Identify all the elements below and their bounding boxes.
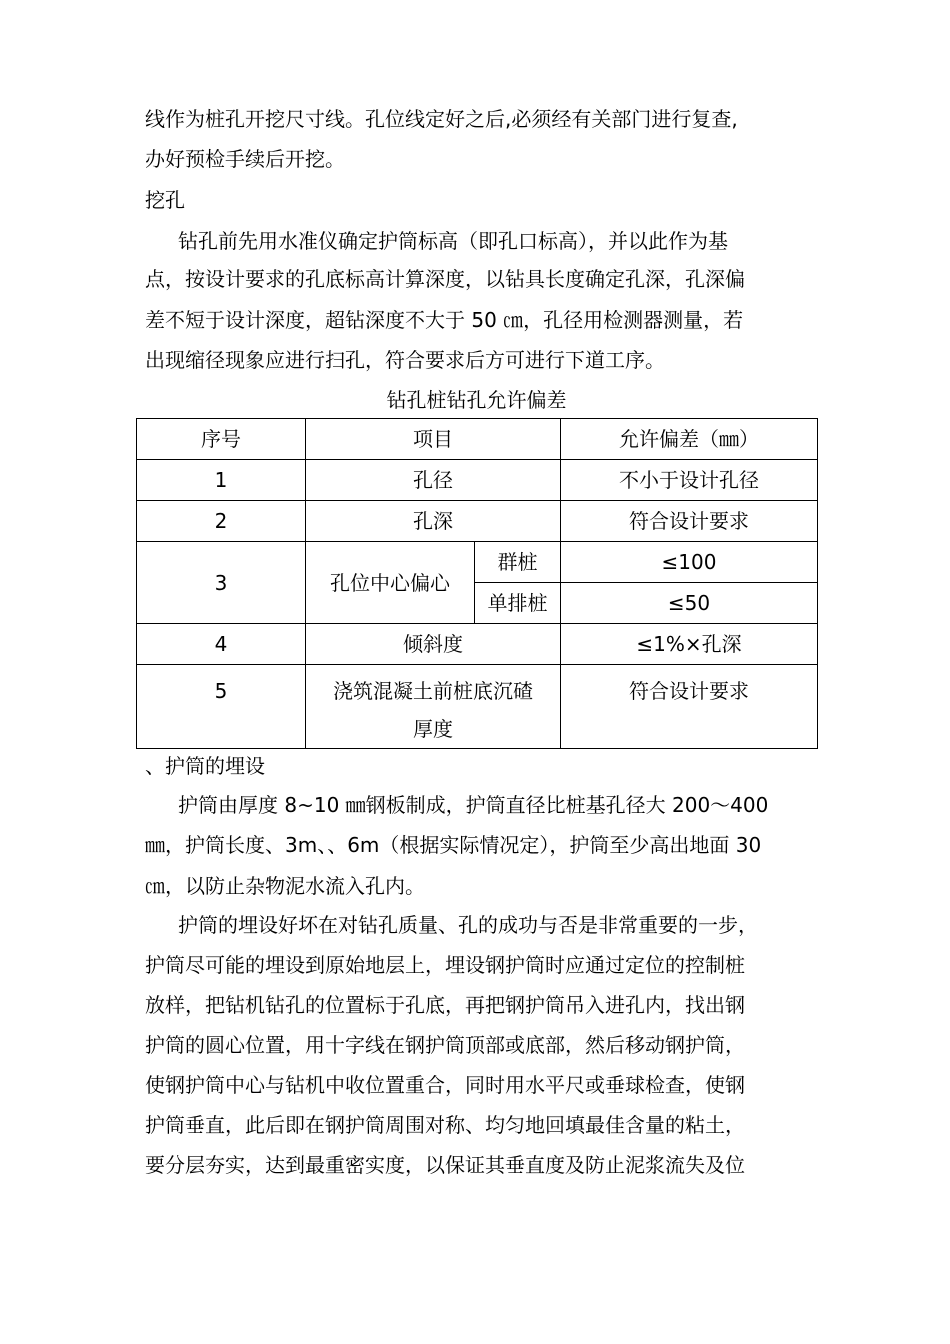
cell-no: 2	[137, 501, 306, 542]
table-row	[137, 460, 818, 501]
paragraph-line: 护筒垂直，此后即在钢护筒周围对称、均匀地回填最佳含量的粘土，	[145, 1113, 745, 1137]
cell-item-line: 厚度	[413, 717, 453, 741]
paragraph-line: ㎝，以防止杂物泥水流入孔内。	[145, 874, 425, 898]
paragraph-line: 差不短于设计深度，超钻深度不大于 50 ㎝，孔径用检测器测量，若	[145, 308, 744, 332]
paragraph-line: 点，按设计要求的孔底标高计算深度，以钻具长度确定孔深，孔深偏	[145, 267, 745, 291]
table-row	[137, 501, 818, 542]
paragraph-line: 护筒由厚度 8~10 ㎜钢板制成，护筒直径比桩基孔径大 200～400	[178, 793, 769, 817]
table-caption: 钻孔桩钻孔允许偏差	[386, 388, 567, 412]
paragraph-line: 要分层夯实，达到最重密实度，以保证其垂直度及防止泥浆流失及位	[145, 1153, 745, 1177]
cell-subitem: 单排桩	[475, 583, 561, 624]
cell-no: 1	[137, 460, 306, 501]
cell-no: 3	[137, 542, 306, 624]
cell-subitem: 群桩	[475, 542, 561, 583]
header-cell-item: 项目	[306, 419, 561, 460]
header-cell-tolerance: 允许偏差（㎜）	[561, 419, 818, 460]
paragraph-line: 线作为桩孔开挖尺寸线。孔位线定好之后,必须经有关部门进行复查,	[145, 107, 738, 131]
paragraph-line: ㎜，护筒长度、3m、、6m（根据实际情况定），护筒至少高出地面 30	[145, 833, 762, 857]
section-heading-casing: 、护筒的埋设	[145, 754, 265, 778]
cell-item: 孔深	[306, 501, 561, 542]
cell-no: 4	[137, 624, 306, 665]
section-heading-dig: 挖孔	[145, 188, 185, 212]
cell-no: 5	[137, 665, 306, 749]
paragraph-line: 放样，把钻机钻孔的位置标于孔底，再把钢护筒吊入进孔内，找出钢	[145, 993, 745, 1017]
cell-tolerance: ≤50	[561, 583, 818, 624]
cell-item-line: 浇筑混凝土前桩底沉碴	[333, 679, 533, 703]
paragraph-line: 护筒的圆心位置，用十字线在钢护筒顶部或底部，然后移动钢护筒，	[145, 1033, 745, 1057]
cell-tolerance: ≤100	[561, 542, 818, 583]
cell-tolerance: 符合设计要求	[561, 501, 818, 542]
paragraph-line: 护筒的埋设好坏在对钻孔质量、孔的成功与否是非常重要的一步，	[178, 913, 758, 937]
cell-tolerance: 不小于设计孔径	[561, 460, 818, 501]
table-row	[137, 665, 818, 749]
table-row	[137, 542, 818, 583]
cell-item	[306, 665, 561, 749]
paragraph-line: 钻孔前先用水准仪确定护筒标高（即孔口标高），并以此作为基	[178, 229, 728, 253]
paragraph-line: 办好预检手续后开挖。	[145, 147, 345, 171]
paragraph-line: 使钢护筒中心与钻机中收位置重合，同时用水平尺或垂球检查，使钢	[145, 1073, 745, 1097]
cell-tolerance: ≤1%×孔深	[561, 624, 818, 665]
header-cell-no: 序号	[137, 419, 306, 460]
paragraph-line: 出现缩径现象应进行扫孔，符合要求后方可进行下道工序。	[145, 348, 665, 372]
paragraph-line: 护筒尽可能的埋设到原始地层上，埋设钢护筒时应通过定位的控制桩	[145, 953, 745, 977]
tolerance-table	[136, 418, 818, 749]
cell-tolerance: 符合设计要求	[561, 665, 818, 749]
cell-item: 倾斜度	[306, 624, 561, 665]
cell-item: 孔位中心偏心	[306, 542, 475, 624]
cell-item: 孔径	[306, 460, 561, 501]
table-row	[137, 624, 818, 665]
table-header-row	[137, 419, 818, 460]
